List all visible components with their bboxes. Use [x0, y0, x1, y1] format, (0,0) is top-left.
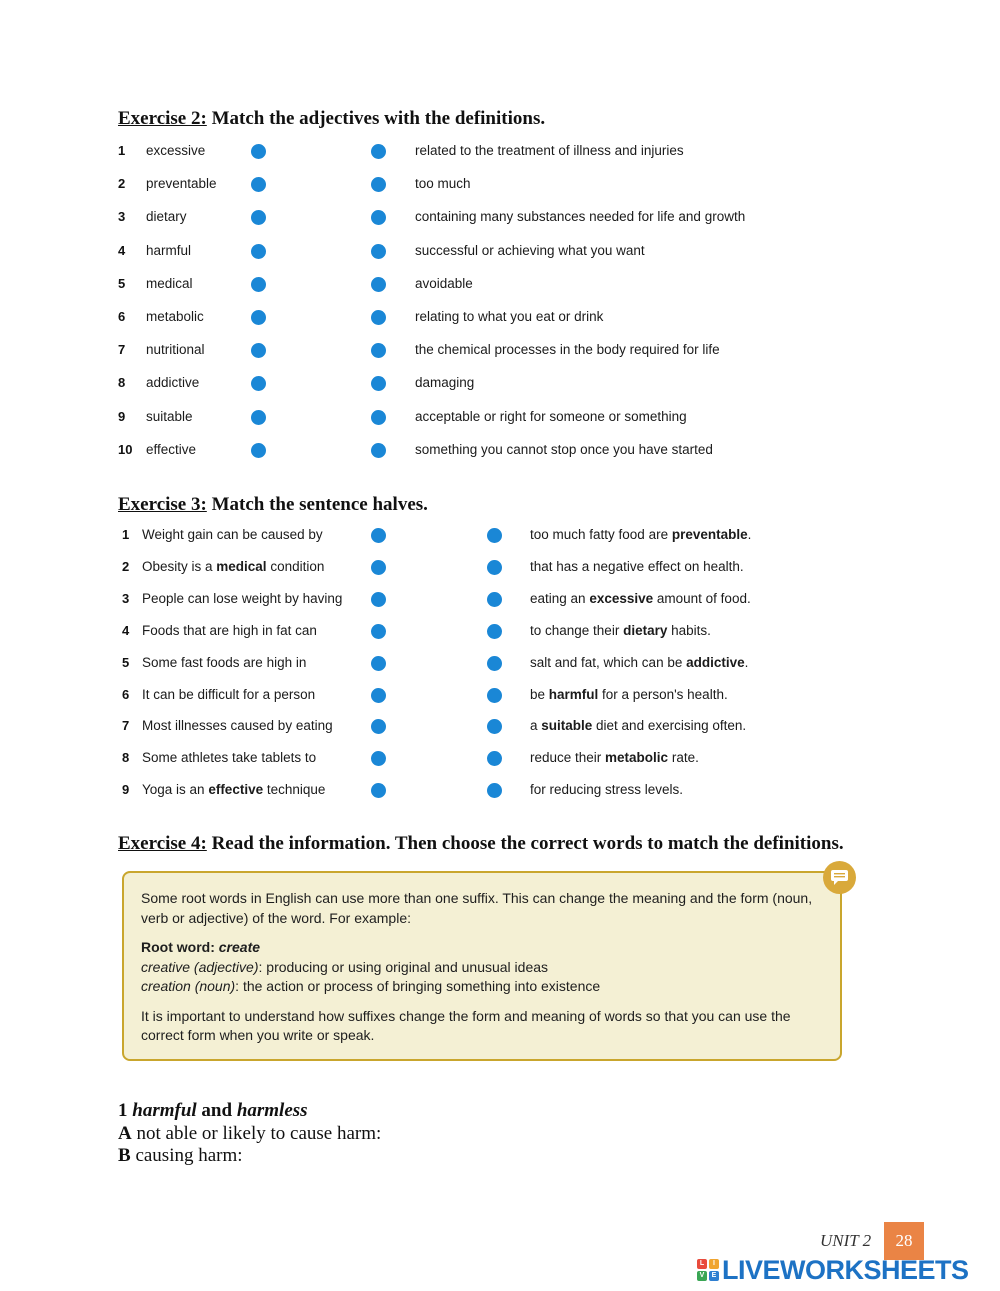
info-ex1-term: creative (adjective)	[141, 958, 259, 975]
item-number: 4	[118, 242, 126, 258]
liveworksheets-logo	[697, 1256, 969, 1284]
match-dot-right[interactable]	[487, 783, 502, 798]
item-number: 2	[118, 176, 126, 192]
match-dot-left[interactable]	[251, 343, 266, 358]
definition: the chemical processes in the body required for life	[415, 342, 720, 358]
exercise-3-row	[0, 590, 1000, 610]
match-dot-left[interactable]	[251, 376, 266, 391]
match-dot-left[interactable]	[371, 656, 386, 671]
match-dot-left[interactable]	[251, 410, 266, 425]
match-dot-right[interactable]	[371, 443, 386, 458]
definition: relating to what you eat or drink	[415, 309, 604, 324]
item-number: 9	[122, 782, 130, 798]
exercise-3-instruction: Match the sentence halves.	[206, 494, 428, 515]
match-dot-left[interactable]	[251, 177, 266, 192]
sentence-first-half: People can lose weight by having	[142, 590, 343, 606]
sentence-first-half: Foods that are high in fat can	[142, 622, 317, 638]
question-1-heading	[118, 1100, 308, 1122]
item-number: 6	[118, 309, 126, 324]
exercise-2-row	[0, 408, 1000, 428]
exercise-4-title	[118, 833, 844, 855]
info-ex2-term: creation (noun)	[141, 978, 236, 994]
exercise-3-row	[0, 654, 1000, 674]
match-dot-right[interactable]	[371, 376, 386, 391]
question-1-number: 1	[118, 1100, 133, 1121]
question-1-option-b	[118, 1145, 243, 1167]
exercise-2-row	[0, 142, 1000, 162]
match-dot-right[interactable]	[487, 560, 502, 575]
match-dot-left[interactable]	[251, 244, 266, 259]
adjective: medical	[146, 275, 193, 291]
info-closing: It is important to understand how suffixes change the form and meaning of words so that you can use the correct form when you write or speak.	[141, 1007, 791, 1043]
adjective: preventable	[146, 176, 217, 192]
sentence-second-half: be harmful for a person's health.	[530, 686, 728, 702]
speech-bubble-icon	[823, 861, 856, 894]
adjective: effective	[146, 441, 197, 457]
question-1-option-a	[118, 1123, 381, 1145]
info-root-word: create	[218, 939, 261, 955]
match-dot-right[interactable]	[371, 177, 386, 192]
item-number: 7	[122, 718, 130, 734]
exercise-2-row	[0, 308, 1000, 328]
item-number: 5	[122, 654, 130, 670]
match-dot-right[interactable]	[487, 751, 502, 766]
sentence-first-half: Obesity is a medical condition	[142, 558, 325, 574]
exercise-2-instruction: Match the adjectives with the definitions.	[206, 108, 546, 129]
option-a-letter: A	[118, 1123, 132, 1144]
match-dot-right[interactable]	[487, 719, 502, 734]
info-ex2-def: : the action or process of bringing something into existence	[235, 978, 601, 994]
sentence-first-half: It can be difficult for a person	[142, 686, 316, 702]
match-dot-left[interactable]	[371, 783, 386, 798]
match-dot-right[interactable]	[371, 310, 386, 325]
exercise-2-label: Exercise 2:	[118, 108, 207, 129]
exercise-2-row	[0, 374, 1000, 394]
definition: damaging	[415, 375, 475, 391]
item-number: 2	[122, 558, 130, 574]
info-ex1-def: : producing or using original and unusual ideas	[258, 958, 549, 975]
match-dot-right[interactable]	[371, 410, 386, 425]
exercise-2-row	[0, 275, 1000, 295]
exercise-2-row	[0, 441, 1000, 461]
option-b-text: causing harm:	[130, 1145, 243, 1166]
info-example-1	[141, 958, 824, 978]
match-dot-right[interactable]	[487, 624, 502, 639]
sentence-first-half: Some fast foods are high in	[142, 654, 307, 670]
sentence-second-half: too much fatty food are preventable.	[530, 527, 752, 542]
sentence-second-half: to change their dietary habits.	[530, 622, 711, 638]
definition: avoidable	[415, 275, 473, 291]
definition: related to the treatment of illness and injuries	[415, 143, 684, 158]
question-1-and: and	[196, 1100, 237, 1121]
sentence-first-half: Weight gain can be caused by	[142, 527, 323, 542]
match-dot-left[interactable]	[251, 310, 266, 325]
match-dot-right[interactable]	[371, 244, 386, 259]
exercise-4-label: Exercise 4:	[118, 833, 207, 854]
match-dot-left[interactable]	[251, 210, 266, 225]
exercise-2-row	[0, 208, 1000, 228]
adjective: suitable	[146, 408, 193, 424]
match-dot-left[interactable]	[251, 144, 266, 159]
match-dot-left[interactable]	[371, 751, 386, 766]
match-dot-right[interactable]	[371, 277, 386, 292]
match-dot-left[interactable]	[371, 528, 386, 543]
option-b-letter: B	[118, 1145, 131, 1166]
exercise-2-row	[0, 175, 1000, 195]
definition: acceptable or right for someone or something	[415, 408, 687, 424]
logo-text: LIVEWORKSHEETS	[722, 1254, 969, 1285]
exercise-3-row	[0, 526, 1000, 546]
match-dot-left[interactable]	[251, 443, 266, 458]
match-dot-right[interactable]	[371, 343, 386, 358]
match-dot-right[interactable]	[487, 688, 502, 703]
exercise-2-row	[0, 341, 1000, 361]
adjective: dietary	[146, 209, 187, 225]
exercise-3-row	[0, 717, 1000, 737]
sentence-first-half: Most illnesses caused by eating	[142, 718, 333, 734]
sentence-second-half: that has a negative effect on health.	[530, 558, 744, 574]
page-number: 28	[884, 1222, 924, 1260]
adjective: harmful	[146, 242, 192, 258]
sentence-first-half: Some athletes take tablets to	[142, 750, 317, 766]
question-1-word-a: harmful	[132, 1100, 197, 1121]
sentence-second-half: salt and fat, which can be addictive.	[530, 654, 749, 670]
match-dot-left[interactable]	[371, 688, 386, 703]
item-number: 6	[122, 686, 130, 702]
definition: something you cannot stop once you have started	[415, 441, 713, 457]
definition: too much	[415, 176, 471, 192]
item-number: 1	[118, 143, 126, 158]
logo-grid-icon: L I V E	[697, 1259, 719, 1281]
sentence-first-half: Yoga is an effective technique	[142, 782, 326, 798]
match-dot-left[interactable]	[371, 624, 386, 639]
match-dot-left[interactable]	[251, 277, 266, 292]
sentence-second-half: for reducing stress levels.	[530, 782, 684, 798]
item-number: 8	[118, 375, 126, 391]
info-box	[122, 871, 842, 1061]
match-dot-right[interactable]	[487, 528, 502, 543]
item-number: 3	[122, 590, 130, 606]
match-dot-right[interactable]	[371, 144, 386, 159]
exercise-3-row	[0, 558, 1000, 578]
exercise-3-row	[0, 781, 1000, 801]
match-dot-left[interactable]	[371, 560, 386, 575]
adjective: excessive	[146, 143, 206, 158]
exercise-3-title	[118, 494, 428, 516]
match-dot-right[interactable]	[487, 592, 502, 607]
item-number: 3	[118, 209, 126, 225]
match-dot-right[interactable]	[487, 656, 502, 671]
item-number: 5	[118, 275, 126, 291]
adjective: nutritional	[146, 342, 205, 358]
exercise-2-title	[118, 108, 545, 130]
match-dot-left[interactable]	[371, 719, 386, 734]
info-root-line	[141, 938, 824, 958]
exercise-2-row	[0, 242, 1000, 262]
item-number: 8	[122, 750, 130, 766]
item-number: 4	[122, 622, 130, 638]
item-number: 1	[122, 527, 130, 542]
match-dot-right[interactable]	[371, 210, 386, 225]
exercise-3-label: Exercise 3:	[118, 494, 207, 515]
item-number: 9	[118, 408, 126, 424]
item-number: 10	[118, 441, 133, 457]
info-root-label: Root word:	[141, 939, 219, 955]
exercise-4-instruction: Read the information. Then choose the correct words to match the definitions.	[206, 833, 844, 854]
unit-label: UNIT 2	[820, 1231, 872, 1250]
exercise-3-row	[0, 749, 1000, 769]
match-dot-left[interactable]	[371, 592, 386, 607]
sentence-second-half: reduce their metabolic rate.	[530, 750, 699, 766]
option-a-text: not able or likely to cause harm:	[131, 1123, 382, 1144]
item-number: 7	[118, 342, 126, 358]
info-example-2	[141, 977, 824, 997]
adjective: addictive	[146, 375, 200, 391]
question-1-word-b: harmless	[236, 1100, 308, 1121]
adjective: metabolic	[146, 309, 204, 324]
definition: successful or achieving what you want	[415, 242, 645, 258]
exercise-3-row	[0, 622, 1000, 642]
definition: containing many substances needed for life and growth	[415, 209, 746, 225]
exercise-3-row	[0, 686, 1000, 706]
info-intro: Some root words in English can use more than one suffix. This can change the meaning and the form (noun, verb or adjective) of the word. For example:	[141, 890, 813, 926]
sentence-second-half: eating an excessive amount of food.	[530, 590, 751, 606]
sentence-second-half: a suitable diet and exercising often.	[530, 718, 747, 734]
